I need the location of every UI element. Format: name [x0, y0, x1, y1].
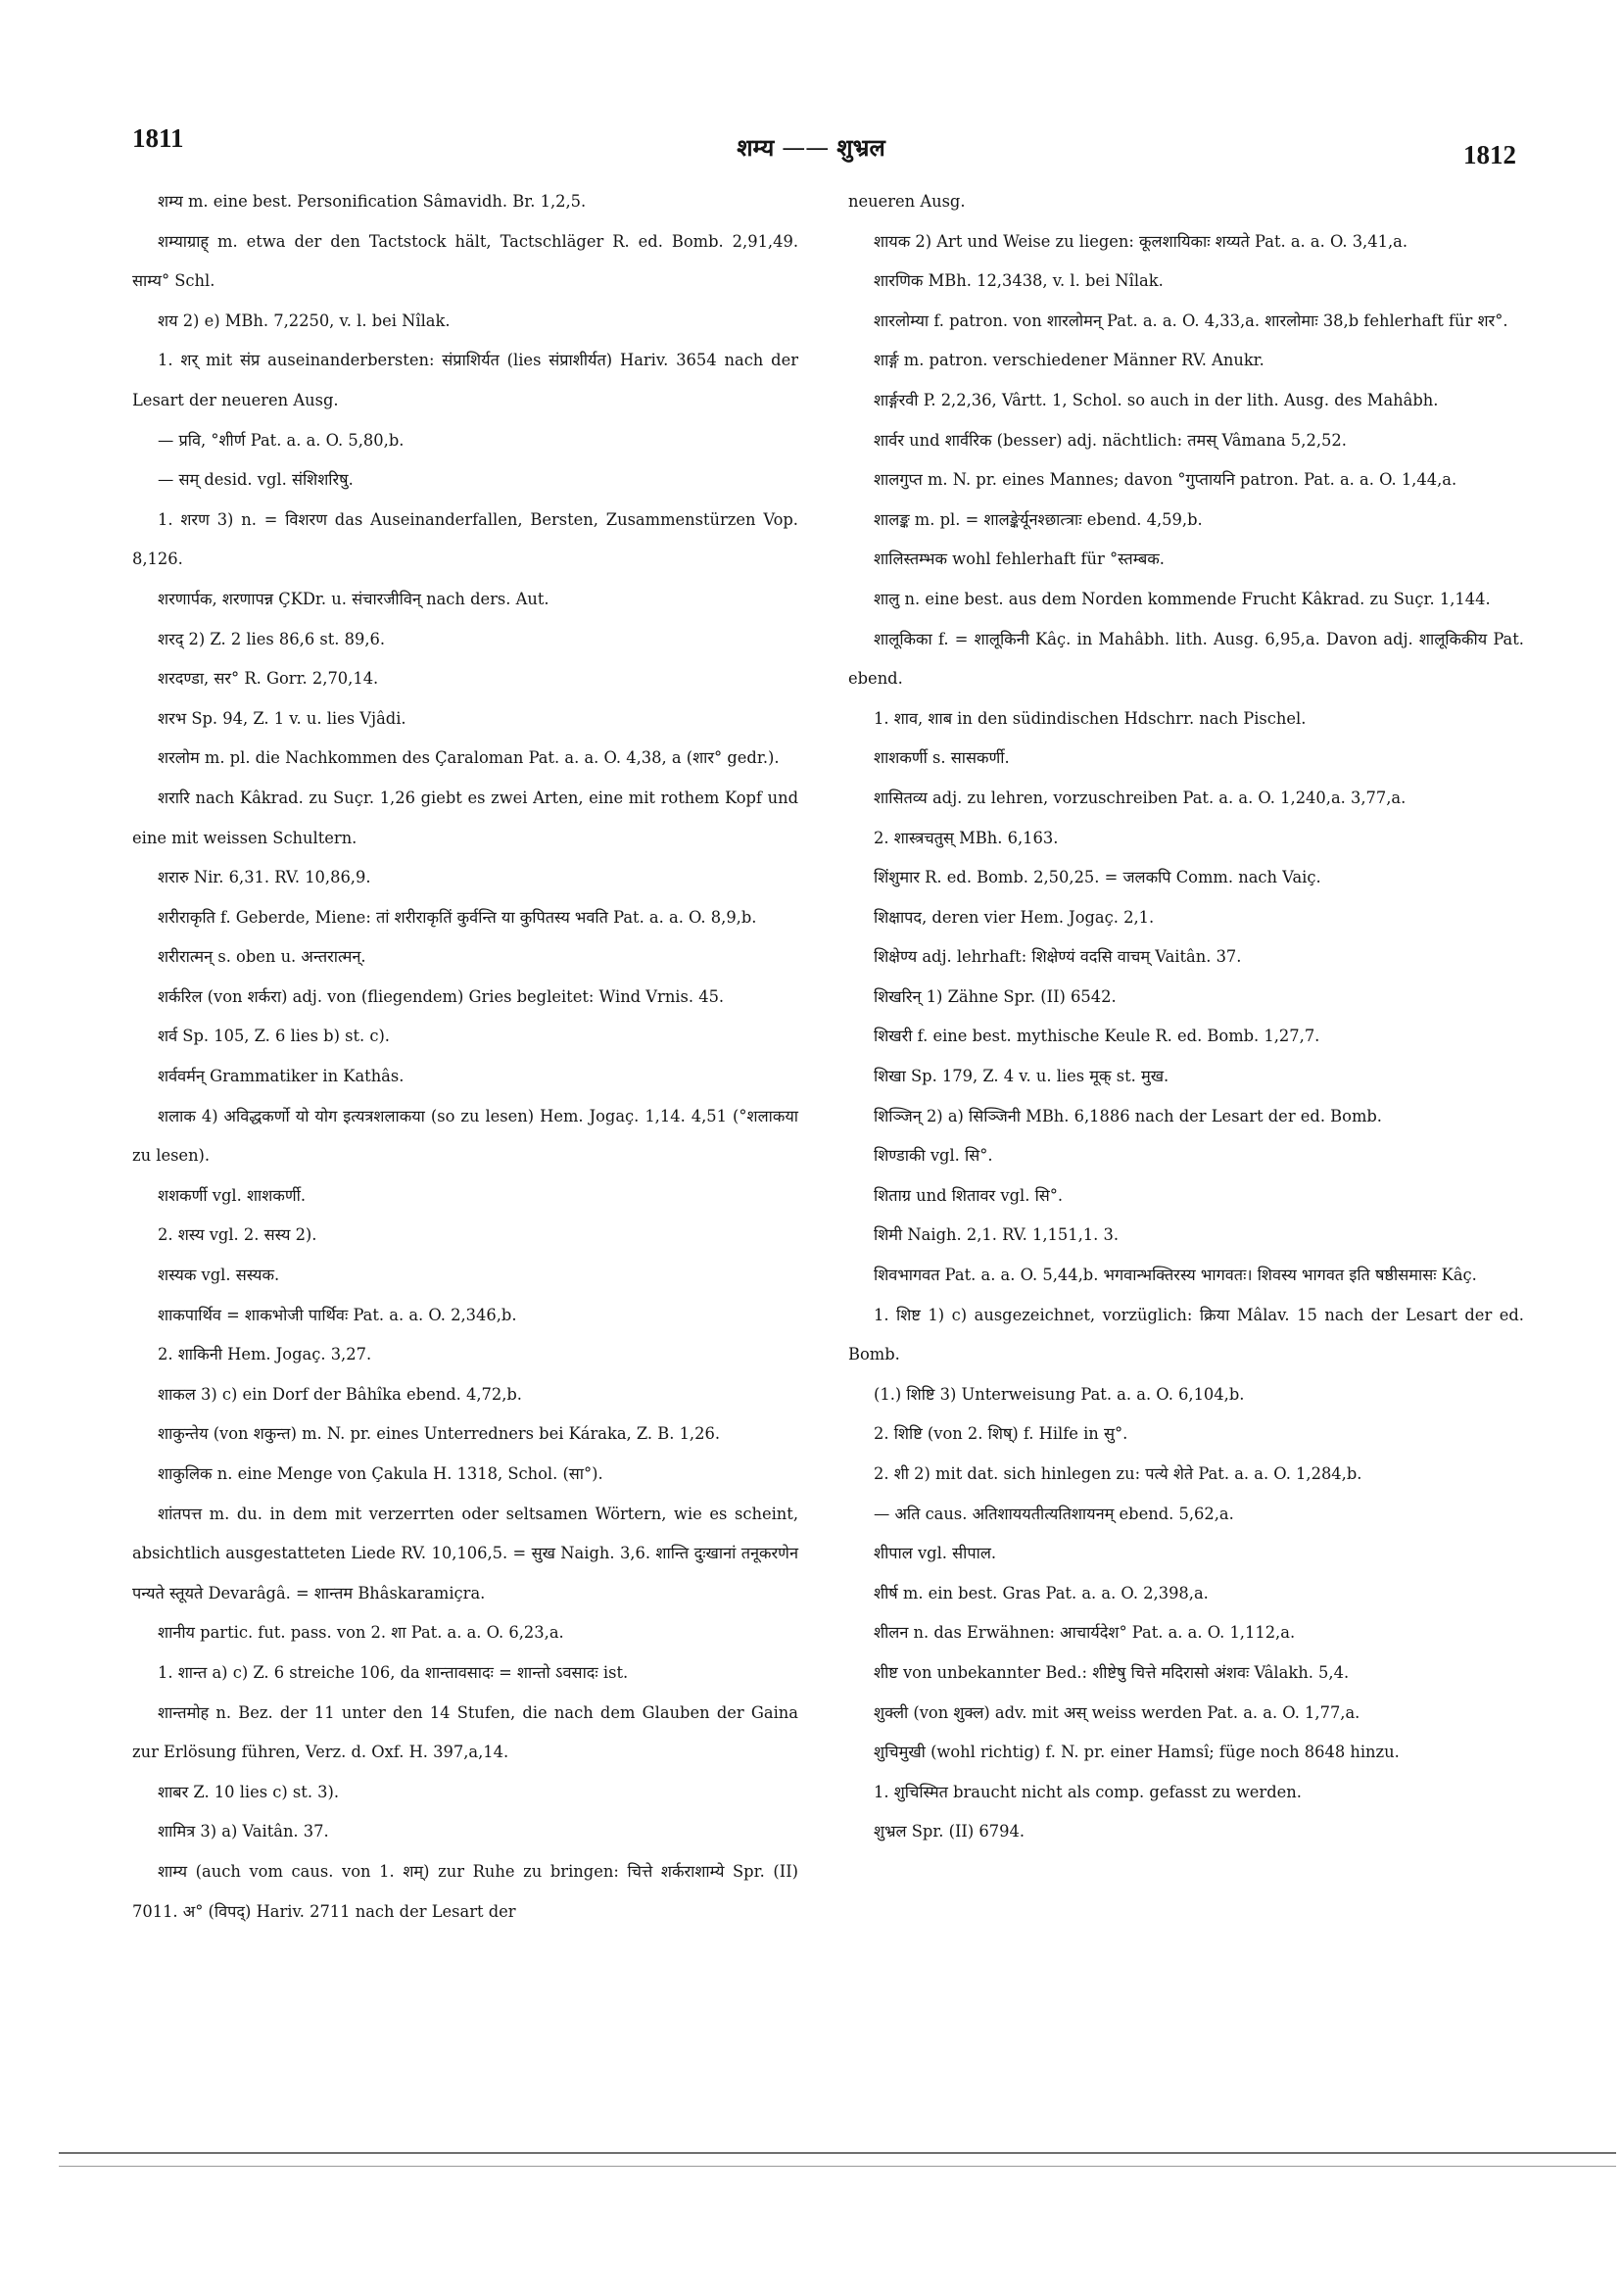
dictionary-entry: शिंशुमार R. ed. Bomb. 2,50,25. = जलकपि Comm. nach Vaiç.: [874, 868, 1321, 887]
dictionary-entry: शिण्डाकी vgl. सि°.: [874, 1146, 993, 1166]
running-head-end: शुभ्रल: [836, 134, 885, 162]
dictionary-entry: शिक्षेण्य adj. lehrhaft: शिक्षेण्यं वदसि वाचम् Vaitân. 37.: [874, 947, 1242, 967]
page-number-right: 1812: [1463, 140, 1516, 169]
dictionary-entry: शानीय partic. fut. pass. von 2. शा Pat. a. a. O. 6,23,a.: [158, 1623, 564, 1643]
dictionary-entry: शुभ्रल Spr. (II) 6794.: [874, 1822, 1026, 1842]
dictionary-entry: 2. शी 2) mit dat. sich hinlegen zu: पत्ये शेते Pat. a. a. O. 1,284,b.: [874, 1464, 1362, 1483]
dictionary-entry: शिवभागवत Pat. a. a. O. 5,44,b. भगवान्भक्तिरस्य भागवतः। शिवस्य भागवत इति षष्ठीसमासः Kâç.: [874, 1266, 1477, 1285]
dictionary-entry: शाबर Z. 10 lies c) st. 3).: [158, 1782, 340, 1801]
running-head: [0, 131, 1622, 164]
dictionary-entry: शरीराकृति f. Geberde, Miene: तां शरीराकृतिं कुर्वन्ति या कुपितस्य भवति Pat. a. a. O. 8,9,b.: [158, 907, 757, 927]
dictionary-entry: शरद् 2) Z. 2 lies 86,6 st. 89,6.: [158, 629, 386, 648]
dictionary-entry: 2. शिष्टि (von 2. शिष्) f. Hilfe in सु°.: [874, 1424, 1128, 1444]
dictionary-entry: शीष्ट von unbekannter Bed.: शीष्टेषु चित्ते मदिरासो अंशवः Vâlakh. 5,4.: [874, 1662, 1350, 1682]
dictionary-entry: शिखरी f. eine best. mythische Keule R. ed. Bomb. 1,27,7.: [874, 1027, 1320, 1046]
dictionary-entry: शलाक 4) अविद्धकर्णो यो योग इत्यत्रशलाकया (so zu lesen) Hem. Jogaç. 1,14. 4,51 (°शलाकया zu lesen).: [132, 1106, 798, 1166]
dictionary-entry: शालु n. eine best. aus dem Norden kommende Frucht Kâkrad. zu Suçr. 1,144.: [874, 589, 1491, 608]
dictionary-entry: — सम् desid. vgl. संशिशरिषु.: [158, 470, 354, 490]
dictionary-entry: शरारु Nir. 6,31. RV. 10,86,9.: [158, 868, 371, 887]
dictionary-entry: 1. शान्त a) c) Z. 6 streiche 106, da शान्तावसादः = शान्तो ऽवसादः ist.: [158, 1662, 629, 1682]
dictionary-entry: शासितव्य adj. zu lehren, vorzuschreiben Pat. a. a. O. 1,240,a. 3,77,a.: [874, 788, 1407, 807]
dictionary-entry: 2. शाकिनी Hem. Jogaç. 3,27.: [158, 1345, 372, 1364]
dictionary-entry: शुक्ली (von शुक्ल) adv. mit अस् weiss werden Pat. a. a. O. 1,77,a.: [874, 1702, 1360, 1722]
dictionary-entry: शरणार्पक, शरणापन्न ÇKDr. u. संचारजीविन् nach ders. Aut.: [158, 589, 549, 608]
dictionary-entry: शालङ्क m. pl. = शालङ्केर्यूनश्छात्त्राः ebend. 4,59,b.: [874, 509, 1203, 529]
dictionary-entry: शालगुप्त m. N. pr. eines Mannes; davon °गुप्तायनि patron. Pat. a. a. O. 1,44,a.: [874, 470, 1457, 490]
dictionary-entry: शिञ्जिन् 2) a) सिञ्जिनी MBh. 6,1886 nach der Lesart der ed. Bomb.: [874, 1106, 1382, 1125]
dictionary-entry: शरीरात्मन् s. oben u. अन्तरात्मन्.: [158, 947, 366, 967]
dictionary-entry: शाकपार्थिव = शाकभोजी पार्थिवः Pat. a. a. O. 2,346,b.: [158, 1305, 517, 1324]
dictionary-entry: शरदण्डा, सर° R. Gorr. 2,70,14.: [158, 669, 379, 689]
dictionary-entry: शुचिमुखी (wohl richtig) f. N. pr. einer Hamsî; füge noch 8648 hinzu.: [874, 1743, 1400, 1762]
right-column: [848, 182, 1524, 1852]
running-head-start: शम्य: [737, 134, 775, 162]
dictionary-entry: शिखा Sp. 179, Z. 4 v. u. lies मूक् st. मुख.: [874, 1067, 1169, 1086]
dictionary-entry: 2. शस्य vgl. 2. सस्य 2).: [158, 1225, 317, 1245]
dictionary-entry: शाशकर्णी s. सासकर्णी.: [874, 748, 1010, 768]
bottom-rule: [59, 2152, 1616, 2154]
dictionary-entry: शिमी Naigh. 2,1. RV. 1,151,1. 3.: [874, 1225, 1120, 1245]
dictionary-entry: शशकर्णी vgl. शाशकर्णी.: [158, 1185, 307, 1205]
dictionary-entry: शीलन n. das Erwähnen: आचार्यदेश° Pat. a. a. O. 1,112,a.: [874, 1623, 1296, 1643]
dictionary-entry: शार्ङ्गरवी P. 2,2,36, Vârtt. 1, Schol. so auch in der lith. Ausg. des Mahâbh.: [874, 390, 1439, 409]
dictionary-entry: शर्व Sp. 105, Z. 6 lies b) st. c).: [158, 1027, 390, 1046]
page-number-left: 1811: [132, 123, 184, 153]
dictionary-entry: (1.) शिष्टि 3) Unterweisung Pat. a. a. O. 6,104,b.: [874, 1384, 1245, 1404]
dictionary-entry: शालूकिका f. = शालूकिनी Kâç. in Mahâbh. lith. Ausg. 6,95,a. Davon adj. शालूकिकीय Pat. ebend.: [848, 629, 1524, 689]
dictionary-entry: शस्यक vgl. सस्यक.: [158, 1266, 280, 1285]
dictionary-entry: शांतपत्त m. du. in dem mit verzerrten oder seltsamen Wörtern, wie es scheint, absichtlich ausgestatteten Liede RV. 10,106,5. = सुख Naigh. 3,6. शान्ति दुःखानां तनूकरणेन पन्यते स्तूयते Devarâgâ. = शान्तम Bhâskaramiçra.: [132, 1504, 798, 1602]
dictionary-entry: शीपाल vgl. सीपाल.: [874, 1544, 997, 1563]
dictionary-entry: 1. शाव, शाब in den südindischen Hdschrr. nach Pischel.: [874, 708, 1307, 728]
dictionary-entry: शारणिक MBh. 12,3438, v. l. bei Nîlak.: [874, 271, 1164, 291]
dictionary-entry: 2. शास्त्रचतुस् MBh. 6,163.: [874, 828, 1059, 847]
dictionary-entry: शिखरिन् 1) Zähne Spr. (II) 6542.: [874, 986, 1117, 1006]
left-column: [132, 182, 798, 1932]
dictionary-entry: शायक 2) Art und Weise zu liegen: कूलशायिकाः शय्यते Pat. a. a. O. 3,41,a.: [874, 231, 1408, 251]
dictionary-entry: शान्तमोह n. Bez. der 11 unter den 14 Stufen, die nach dem Glauben der Gaina zur Erlösung führen, Verz. d. Oxf. H. 397,a,14.: [132, 1702, 798, 1762]
dictionary-entry: शाम्य (auch vom caus. von 1. शम्) zur Ruhe zu bringen: चित्ते शर्कराशाम्ये Spr. (II) 7011. अ° (विपद्) Hariv. 2711 nach der Lesart der: [132, 1861, 798, 1921]
bottom-rule-secondary: [59, 2166, 1616, 2167]
dictionary-entry: 1. शर् mit संप्र auseinanderbersten: संप्राशिर्यत (lies संप्राशीर्यत) Hariv. 3654 nach der Lesart der neueren Ausg.: [132, 351, 798, 409]
dictionary-entry: शाकुन्तेय (von शकुन्त) m. N. pr. eines Unterredners bei Káraka, Z. B. 1,26.: [158, 1424, 721, 1444]
dictionary-entry: 1. शरण 3) n. = विशरण das Auseinanderfallen, Bersten, Zusammenstürzen Vop. 8,126.: [132, 509, 798, 569]
dictionary-entry: शम्य m. eine best. Personification Sâmavidh. Br. 1,2,5.: [158, 192, 587, 211]
dictionary-entry: शर्करिल (von शर्करा) adj. von (fliegendem) Gries begleitet: Wind Vrnis. 45.: [158, 986, 725, 1006]
dictionary-entry: — प्रवि, °शीर्ण Pat. a. a. O. 5,80,b.: [158, 430, 405, 450]
dictionary-entry: neueren Ausg.: [848, 192, 966, 211]
dictionary-entry: शिताग्र und शितावर vgl. सि°.: [874, 1185, 1064, 1205]
dictionary-entry: शार्ङ्ग m. patron. verschiedener Männer RV. Anukr.: [874, 351, 1264, 370]
dictionary-entry: शय 2) e) MBh. 7,2250, v. l. bei Nîlak.: [158, 311, 451, 330]
dictionary-entry: शाकुलिक n. eine Menge von Çakula H. 1318, Schol. (सा°).: [158, 1464, 603, 1483]
running-head-dash: ——: [782, 134, 830, 162]
dictionary-entry: शम्याग्राह् m. etwa der den Tactstock hält, Tactschläger R. ed. Bomb. 2,91,49. साम्य° Schl.: [132, 231, 798, 291]
dictionary-entry: शरारि nach Kâkrad. zu Suçr. 1,26 giebt es zwei Arten, eine mit rothem Kopf und eine mit weissen Schultern.: [132, 788, 798, 847]
dictionary-entry: शिक्षापद, deren vier Hem. Jogaç. 2,1.: [874, 907, 1155, 927]
dictionary-entry: शाकल 3) c) ein Dorf der Bâhîka ebend. 4,72,b.: [158, 1384, 522, 1404]
dictionary-entry: शामित्र 3) a) Vaitân. 37.: [158, 1822, 329, 1842]
dictionary-entry: शार्वर und शार्वरिक (besser) adj. nächtlich: तमस् Vâmana 5,2,52.: [874, 430, 1347, 450]
dictionary-entry: — अति caus. अतिशाययतीत्यतिशायनम् ebend. 5,62,a.: [874, 1504, 1234, 1523]
dictionary-entry: शालिस्तम्भक wohl fehlerhaft für °स्तम्बक.: [874, 550, 1165, 569]
dictionary-entry: शीर्ष m. ein best. Gras Pat. a. a. O. 2,398,a.: [874, 1583, 1209, 1602]
dictionary-entry: 1. शुचिस्मित braucht nicht als comp. gefasst zu werden.: [874, 1782, 1302, 1801]
dictionary-entry: शारलोम्या f. patron. von शारलोमन् Pat. a. a. O. 4,33,a. शारलोमाः 38,b fehlerhaft für शर°.: [874, 311, 1508, 330]
dictionary-entry: शरभ Sp. 94, Z. 1 v. u. lies Vjâdi.: [158, 708, 406, 728]
dictionary-entry: शर्ववर्मन् Grammatiker in Kathâs.: [158, 1067, 405, 1086]
dictionary-entry: 1. शिष्ट 1) c) ausgezeichnet, vorzüglich: क्रिया Mâlav. 15 nach der Lesart der ed. Bomb.: [848, 1305, 1524, 1364]
dictionary-entry: शरलोम m. pl. die Nachkommen des Çaraloman Pat. a. a. O. 4,38, a (शार° gedr.).: [158, 748, 780, 768]
